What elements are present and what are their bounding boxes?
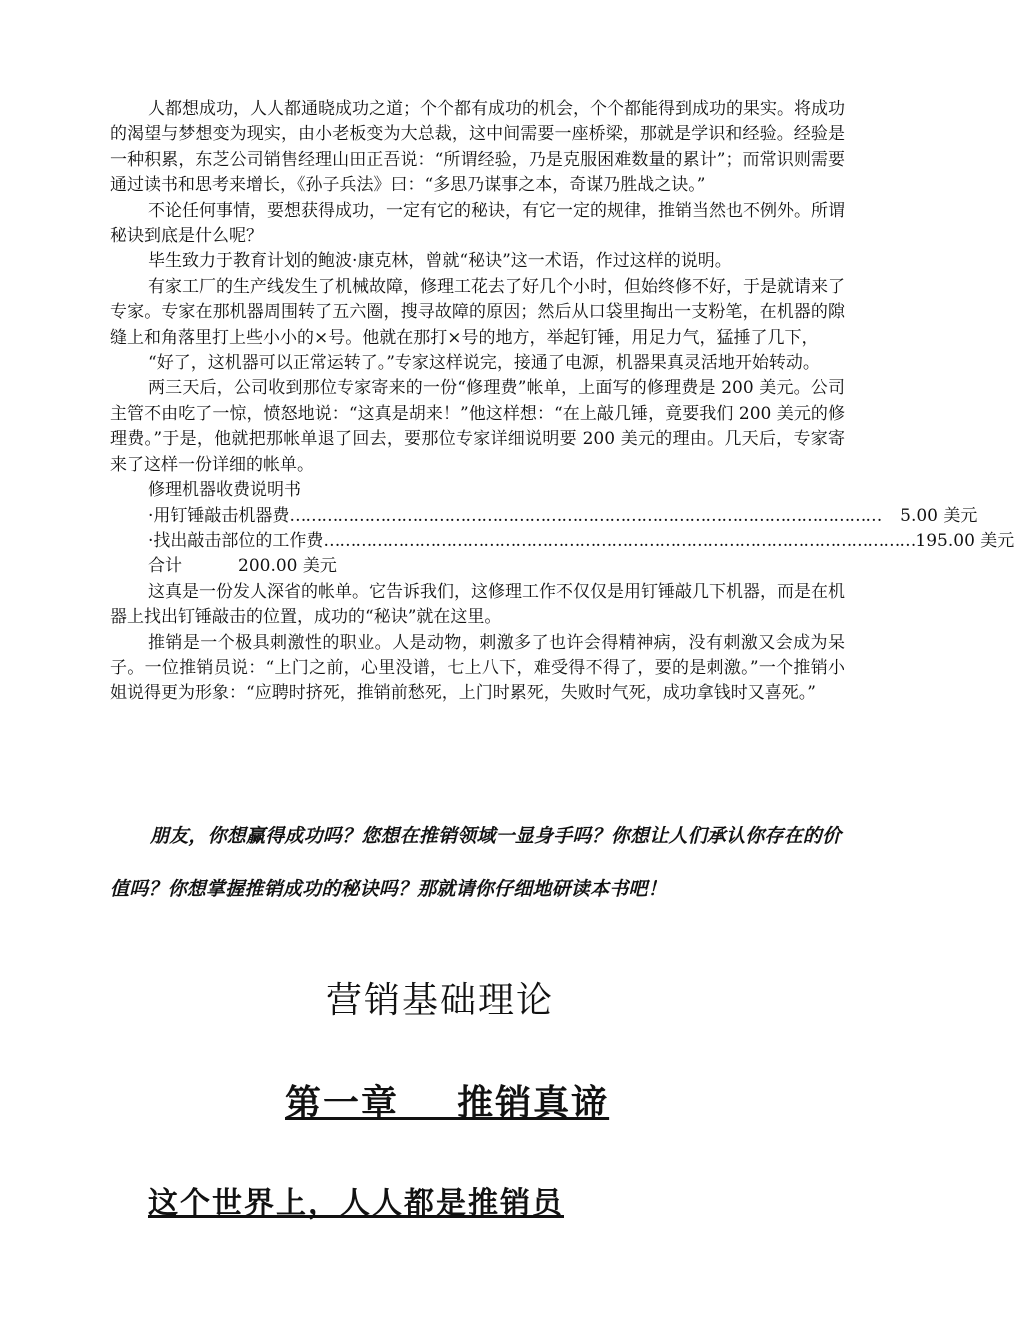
section-heading: 这个世界上，人人都是推销员 [148, 1186, 564, 1221]
receipt-total-amount: 200.00 美元 [238, 556, 337, 577]
receipt-title: 修理机器收费说明书 [148, 480, 301, 501]
receipt-item-amount: 195.00 美元 [915, 530, 1014, 551]
paragraph-conklin: 毕生致力于教育计划的鲍波·康克林，曾就“秘诀”这一术语，作过这样的说明。 [148, 251, 732, 272]
paragraph-intro: 人都想成功，人人都通晓成功之道；个个都有成功的机会，个个都能得到成功的果实。将成功的渴望与梦想变为现实，由小老板变为大总裁，这中间需要一座桥梁，那就是学识和经验。经验是一种积累，东芝公司销售经理山田正吾说：“所谓经验，乃是克服困难数量的累计”；而常识则需要通过读书和思考来增长，《孙子兵法》曰：“多思乃谋事之本，奇谋乃胜战之诀。” [110, 99, 845, 196]
paragraph-invoice-story: 两三天后，公司收到那位专家寄来的一份“修理费”帐单，上面写的修理费是 200 美元。公司主管不由吃了一惊，愤怒地说：“这真是胡来！”他这样想：“在上敲几锤，竟要我们 200 美元的修理费。”于是，他就把那帐单退了回去，要那位专家详细说明要 200 美元的理由。几天后，专家寄来了这样一份详细的帐单。 [110, 378, 845, 475]
receipt-line-hammer [110, 504, 978, 529]
paragraph-invoice-lesson: 这真是一份发人深省的帐单。它告诉我们，这修理工作不仅仅是用钉锤敲几下机器，而是在机器上找出钉锤敲击的位置，成功的“秘诀”就在这里。 [110, 581, 845, 628]
body-text [110, 97, 1014, 707]
receipt-leader-dots: ………………………………………………………………………………………………… [289, 505, 882, 526]
paragraph-machine-repair: 有家工厂的生产线发生了机械故障，修理工花去了好几个小时，但始终修不好，于是就请来了专家。专家在那机器周围转了五六圈，搜寻故障的原因；然后从口袋里掏出一支粉笔，在机器的隙缝上和角落里打上些小小的×号。他就在那打×号的地方，举起钉锤，用足力气，猛捶了几下， [110, 276, 845, 348]
paragraph-secret-question: 不论任何事情，要想获得成功，一定有它的秘诀，有它一定的规律，推销当然也不例外。所谓秘诀到底是什么呢？ [110, 200, 845, 247]
emphasis-paragraph: 朋友，你想赢得成功吗？您想在推销领域一显身手吗？你想让人们承认你存在的价值吗？你想掌握推销成功的秘诀吗？那就请你仔细地研读本书吧！ [110, 825, 842, 900]
receipt-total [110, 554, 845, 579]
receipt-total-label: 合计 [148, 556, 182, 577]
receipt-item-amount: 5.00 美元 [900, 505, 978, 526]
paragraph-machine-running: “好了，这机器可以正常运转了。”专家这样说完，接通了电源，机器果真灵活地开始转动。 [148, 353, 820, 374]
receipt-item-label: ·找出敲击部位的工作费 [148, 530, 324, 551]
receipt-leader-dots: ………………………………………………………………………………………………… [323, 530, 916, 551]
receipt-item-label: ·用钉锤敲击机器费 [148, 505, 290, 526]
chapter-heading: 第一章 推销真谛 [285, 1082, 610, 1124]
paragraph-sales-stimulus: 推销是一个极具刺激性的职业。人是动物，刺激多了也许会得精神病，没有刺激又会成为呆子。一位推销员说：“上门之前，心里没谱，七上八下，难受得不得了，要的是刺激。”一个推销小姐说得更为形象：“应聘时挤死，推销前愁死，上门时累死，失败时气死，成功拿钱时又喜死。” [110, 632, 845, 704]
book-title: 营销基础理论 [325, 980, 554, 1021]
receipt-line-locate [110, 529, 1014, 554]
